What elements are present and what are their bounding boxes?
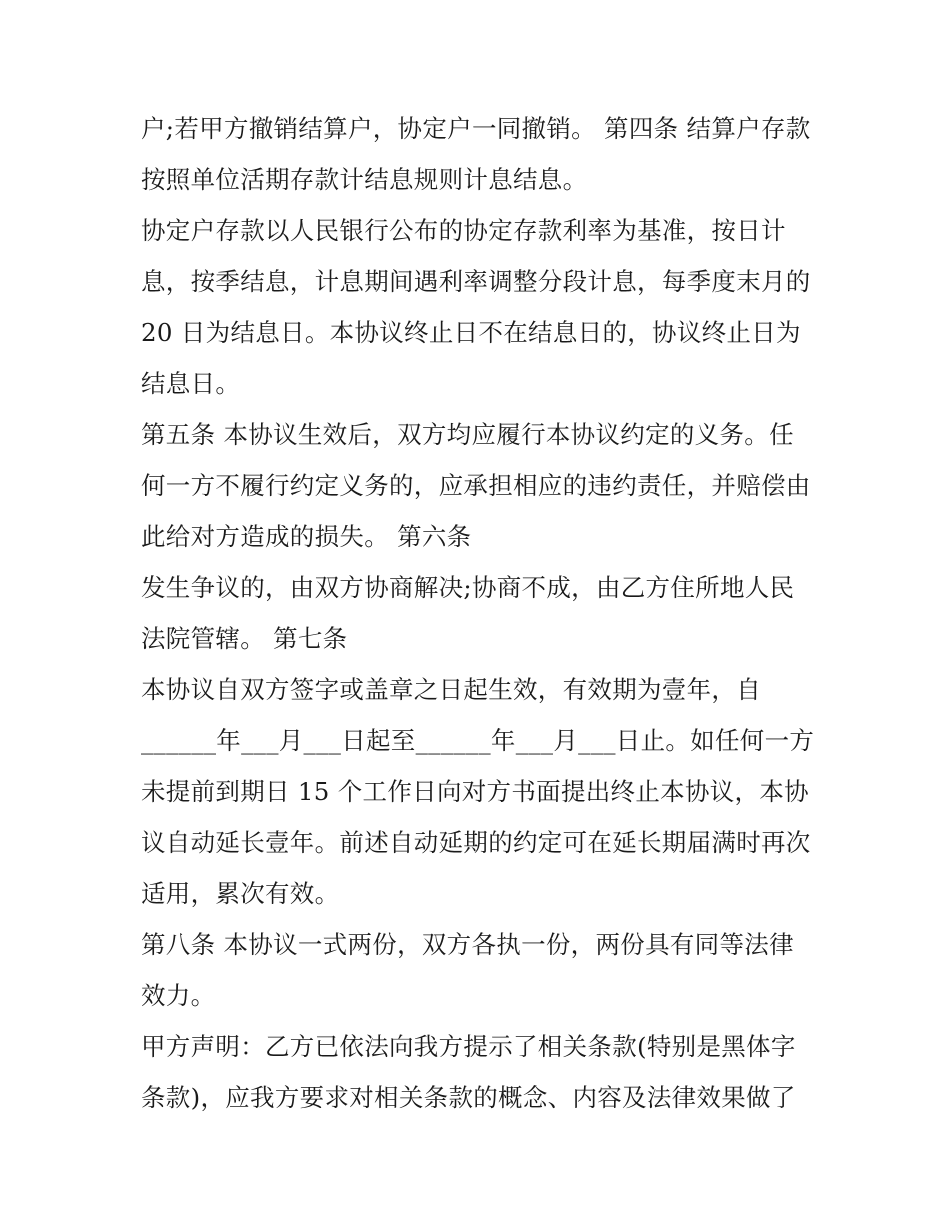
text-line: 效力。	[141, 981, 216, 1010]
text-line: ______年___月___日起至______年___月___日止。如任何一方	[141, 726, 815, 755]
text-line: 户;若甲方撤销结算户，协定户一同撤销。 第四条 结算户存款	[141, 114, 811, 143]
text-line: 第五条 本协议生效后，双方均应履行本协议约定的义务。任	[141, 420, 794, 449]
text-line: 20 日为结息日。本协议终止日不在结息日的，协议终止日为	[141, 318, 801, 347]
text-line: 按照单位活期存款计结息规则计息结息。	[141, 165, 588, 194]
text-line: 发生争议的，由双方协商解决;协商不成，由乙方住所地人民	[141, 573, 795, 602]
text-line: 此给对方造成的损失。 第六条	[141, 522, 472, 551]
text-line: 息，按季结息，计息期间遇利率调整分段计息，每季度末月的	[141, 267, 811, 296]
text-line: 议自动延长壹年。前述自动延期的约定可在延长期届满时再次	[141, 828, 811, 857]
text-line: 适用，累次有效。	[141, 879, 340, 908]
text-line: 结息日。	[141, 369, 241, 398]
text-line: 协定户存款以人民银行公布的协定存款利率为基准，按日计	[141, 216, 786, 245]
text-line: 本协议自双方签字或盖章之日起生效，有效期为壹年，自	[141, 675, 761, 704]
text-line: 未提前到期日 15 个工作日向对方书面提出终止本协议，本协	[141, 777, 809, 806]
text-line: 甲方声明：乙方已依法向我方提示了相关条款(特别是黑体字	[141, 1032, 796, 1061]
text-line: 条款)，应我方要求对相关条款的概念、内容及法律效果做了	[141, 1083, 796, 1112]
text-line: 第八条 本协议一式两份，双方各执一份，两份具有同等法律	[141, 930, 794, 959]
text-line: 何一方不履行约定义务的，应承担相应的违约责任，并赔偿由	[141, 471, 811, 500]
text-line: 法院管辖。 第七条	[141, 624, 348, 653]
